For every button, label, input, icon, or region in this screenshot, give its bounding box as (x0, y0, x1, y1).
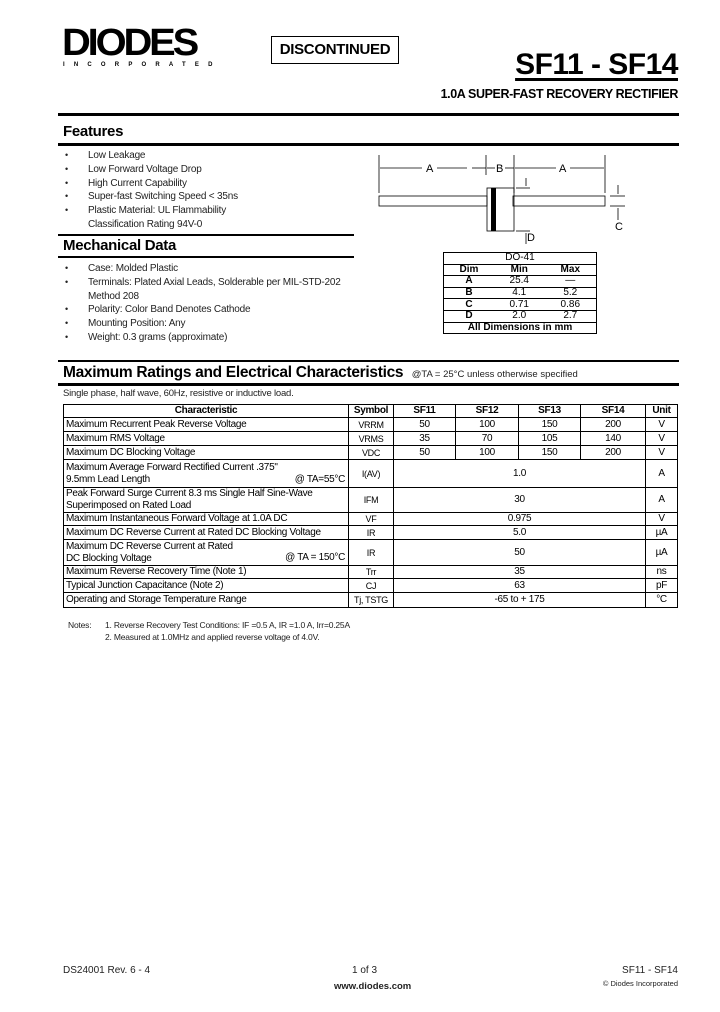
value-cell: 50 (394, 418, 456, 432)
min-cell: 25.4 (494, 276, 545, 288)
note-item: 2. Measured at 1.0MHz and applied reverse voltage of 4.0V. (105, 632, 320, 642)
value-cell: 1.0 (394, 460, 646, 488)
divider (58, 234, 354, 236)
value-cell: 30 (394, 488, 646, 513)
column-header: Max (545, 264, 597, 276)
value-cell: 150 (519, 446, 581, 460)
characteristic-text-line2: Superimposed on Rated Load (66, 500, 192, 511)
condition-text: @ TA = 150°C (285, 552, 345, 563)
table-row (64, 418, 678, 432)
value-cell: 35 (394, 432, 456, 446)
dim-label-d: D (527, 232, 535, 244)
table-row (64, 540, 678, 566)
characteristic-text: Maximum DC Reverse Current at Rated (66, 540, 233, 552)
unit-cell: µA (646, 526, 678, 540)
table-row (444, 276, 597, 288)
page-number: 1 of 3 (352, 965, 378, 976)
characteristic-cell (64, 593, 349, 608)
dim-cell: A (444, 276, 494, 288)
features-list (63, 149, 353, 232)
symbol-cell: IR (349, 540, 394, 566)
value-cell: 0.975 (394, 513, 646, 526)
ratings-table (63, 404, 678, 608)
symbol-cell: IFM (349, 488, 394, 513)
list-item: • High Current Capability (63, 177, 353, 191)
diodes-logo: DIODES (62, 22, 197, 64)
value-cell: 100 (456, 418, 519, 432)
notes (68, 619, 350, 643)
characteristic-text: Typical Junction Capacitance (Note 2) (66, 579, 224, 591)
table-row (64, 513, 678, 526)
value-cell: 5.0 (394, 526, 646, 540)
characteristic-text: Maximum Average Forward Rectified Current .375" (66, 461, 278, 473)
logo-subtitle: INCORPORATED (63, 62, 222, 68)
max-cell: 0.86 (545, 299, 597, 311)
symbol-cell: Trr (349, 566, 394, 579)
ratings-heading: Maximum Ratings and Electrical Characteristics (63, 364, 404, 381)
value-cell: 63 (394, 579, 646, 593)
max-cell: — (545, 276, 597, 288)
min-cell: 0.71 (494, 299, 545, 311)
column-header: SF11 (394, 405, 456, 418)
unit-cell: V (646, 513, 678, 526)
copyright: © Diodes Incorporated (602, 979, 678, 988)
symbol-cell: VRMS (349, 432, 394, 446)
table-row (64, 526, 678, 540)
list-item: • Case: Molded Plastic (63, 262, 353, 276)
characteristic-text-line2: 9.5mm Lead Length (66, 473, 150, 485)
doc-number: DS24001 Rev. 6 - 4 (63, 965, 151, 976)
value-cell: 35 (394, 566, 646, 579)
divider (58, 143, 679, 146)
unit-cell: V (646, 446, 678, 460)
dim-label-a: A (426, 163, 434, 175)
symbol-cell: VDC (349, 446, 394, 460)
do41-package-diagram (330, 150, 630, 250)
characteristic-text: Peak Forward Surge Current 8.3 ms Single Half Sine-Wave (66, 488, 313, 499)
table-row (444, 310, 597, 322)
characteristic-text: Maximum DC Reverse Current at Rated DC Blocking Voltage (66, 526, 321, 538)
table-row (64, 579, 678, 593)
page-subtitle: 1.0A SUPER-FAST RECOVERY RECTIFIER (440, 87, 678, 101)
list-item: • Low Forward Voltage Drop (63, 163, 353, 177)
characteristic-text: Maximum DC Blocking Voltage (66, 446, 196, 458)
value-cell: 70 (456, 432, 519, 446)
unit-cell: A (646, 488, 678, 513)
column-header: Symbol (349, 405, 394, 418)
page-title: SF11 - SF14 (515, 48, 678, 81)
min-cell: 4.1 (494, 287, 545, 299)
discontinued-badge: DISCONTINUED (271, 36, 399, 64)
divider (58, 360, 679, 362)
characteristic-text: Maximum Reverse Recovery Time (Note 1) (66, 566, 247, 577)
note-item: 1. Reverse Recovery Test Conditions: IF =0.5 A, IR =1.0 A, Irr=0.25A (105, 620, 350, 630)
table-row (64, 593, 678, 608)
min-cell: 2.0 (494, 310, 545, 322)
unit-cell: pF (646, 579, 678, 593)
website-link[interactable]: www.diodes.com (334, 981, 412, 992)
characteristic-cell (64, 446, 349, 460)
column-header: Dim (444, 264, 494, 276)
characteristic-cell (64, 432, 349, 446)
max-cell: 5.2 (545, 287, 597, 299)
column-header: Unit (646, 405, 678, 418)
ratings-condition: @TA = 25°C unless otherwise specified (411, 369, 578, 380)
load-note: Single phase, half wave, 60Hz, resistive or inductive load. (63, 388, 294, 399)
list-item: • Weight: 0.3 grams (approximate) (63, 331, 353, 345)
value-cell: -65 to + 175 (394, 593, 646, 608)
value-cell: 150 (519, 418, 581, 432)
dim-cell: C (444, 299, 494, 311)
list-item: • Low Leakage (63, 149, 353, 163)
characteristic-cell (64, 540, 349, 566)
characteristic-cell (64, 513, 349, 526)
unit-cell: A (646, 460, 678, 488)
characteristic-text: Maximum Instantaneous Forward Voltage at 1.0A DC (66, 513, 288, 524)
unit-cell: V (646, 432, 678, 446)
divider (58, 256, 354, 258)
symbol-cell: VF (349, 513, 394, 526)
unit-cell: µA (646, 540, 678, 566)
notes-label: Notes: (68, 620, 92, 630)
package-footer: All Dimensions in mm (444, 322, 597, 334)
value-cell: 105 (519, 432, 581, 446)
dim-label-b: B (496, 163, 504, 175)
list-item: • Polarity: Color Band Denotes Cathode (63, 303, 353, 317)
divider (58, 383, 679, 386)
table-row (64, 488, 678, 513)
value-cell: 200 (581, 418, 646, 432)
list-item: • Super-fast Switching Speed < 35ns (63, 190, 353, 204)
unit-cell: ns (646, 566, 678, 579)
column-header: SF14 (581, 405, 646, 418)
characteristic-cell (64, 579, 349, 593)
characteristic-text: Operating and Storage Temperature Range (66, 594, 247, 605)
unit-cell: °C (646, 593, 678, 608)
table-row (64, 460, 678, 488)
column-header: SF12 (456, 405, 519, 418)
unit-cell: V (646, 418, 678, 432)
column-header: Characteristic (64, 405, 349, 418)
list-item: • Terminals: Plated Axial Leads, Solderable per MIL-STD-202 Method 208 (63, 276, 353, 304)
table-row (64, 446, 678, 460)
characteristic-cell (64, 418, 349, 432)
characteristic-cell (64, 566, 349, 579)
value-cell: 50 (394, 446, 456, 460)
value-cell: 50 (394, 540, 646, 566)
value-cell: 140 (581, 432, 646, 446)
footer-part: SF11 - SF14 (622, 965, 678, 976)
characteristic-text: Maximum Recurrent Peak Reverse Voltage (66, 418, 247, 430)
characteristic-text: Maximum RMS Voltage (66, 432, 165, 444)
value-cell: 100 (456, 446, 519, 460)
column-header: Min (494, 264, 545, 276)
table-row (444, 299, 597, 311)
dim-cell: D (444, 310, 494, 322)
divider (58, 113, 679, 116)
table-row (64, 566, 678, 579)
symbol-cell: CJ (349, 579, 394, 593)
symbol-cell: IR (349, 526, 394, 540)
list-item: • Plastic Material: UL Flammability Classification Rating 94V-0 (63, 204, 263, 232)
dim-label-a: A (559, 163, 567, 175)
mechanical-heading: Mechanical Data (63, 237, 177, 254)
list-item: • Mounting Position: Any (63, 317, 353, 331)
dim-cell: B (444, 287, 494, 299)
symbol-cell: Tj, TSTG (349, 593, 394, 608)
characteristic-text-line2: DC Blocking Voltage (66, 552, 152, 564)
table-header-row (64, 405, 678, 418)
table-row (444, 287, 597, 299)
characteristic-cell (64, 488, 349, 513)
mechanical-list (63, 262, 353, 345)
package-title: DO-41 (444, 253, 597, 265)
characteristic-cell (64, 526, 349, 540)
symbol-cell: VRRM (349, 418, 394, 432)
condition-text: @ TA=55°C (294, 474, 345, 485)
characteristic-cell (64, 460, 349, 488)
column-header: SF13 (519, 405, 581, 418)
max-cell: 2.7 (545, 310, 597, 322)
cathode-band (491, 188, 496, 231)
symbol-cell: I(AV) (349, 460, 394, 488)
package-dimensions-table (443, 252, 597, 334)
features-heading: Features (63, 123, 124, 140)
dim-label-c: C (615, 221, 623, 233)
table-row (64, 432, 678, 446)
value-cell: 200 (581, 446, 646, 460)
